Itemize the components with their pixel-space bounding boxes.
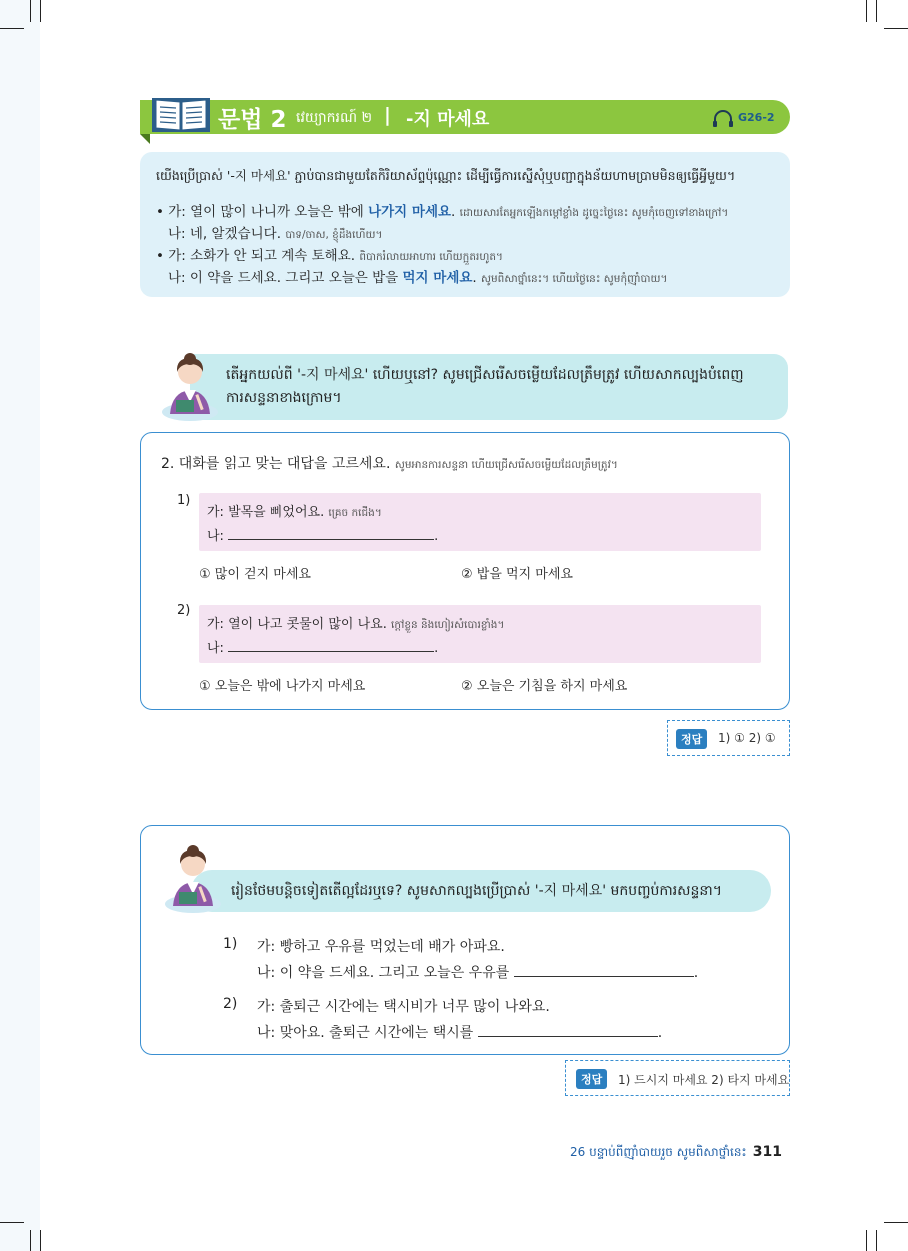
open-book-icon (150, 94, 212, 134)
answer-badge: 정답 (676, 729, 707, 749)
example-2-ga (156, 244, 503, 266)
crop-mark (876, 1230, 877, 1251)
dialogue-speaker: 나: (207, 641, 224, 656)
chapter-title: 26 បន្ទាប់ពីញ៉ាំបាយរួច សូមពិសាថ្នាំនេះ (570, 1145, 747, 1159)
crop-mark (40, 0, 41, 22)
answer-blank[interactable] (228, 639, 434, 652)
exercise-box (140, 432, 790, 710)
question-2-dialogue (199, 605, 761, 663)
prompt-1-line-2: ការសន្ទនាខាងក្រោម។ (226, 390, 342, 406)
question-2-option-1[interactable]: ① 오늘은 밖에 나가지 마세요 (199, 679, 366, 694)
answer-text: 1) ① 2) ① (718, 731, 776, 745)
example-translation: ដោយសារតែអ្នកឡើងកម្ដៅខ្លាំង ដូច្នេះថ្ងៃនេះ សូមកុំចេញទៅខាងក្រៅ។ (459, 207, 729, 219)
question-1-na (207, 525, 438, 544)
question-1-option-2[interactable]: ② 밥을 먹지 마세요 (461, 567, 573, 582)
dialogue-period: . (693, 965, 699, 981)
question-1-number: 1) (177, 493, 191, 508)
exercise-title-ko: 2. 대화를 읽고 맞는 대답을 고르세요. (161, 456, 391, 472)
explanation-intro: យើងប្រើប្រាស់ '-지 마세요' ភ្ជាប់បានជាមួយតែកិរិយាស័ព្ទប៉ុណ្ណោះ ដើម្បីធ្វើការស្នើសុំឬបញ្ជាក្នុងន័យហាមប្រាមមិនឲ្យធ្វើអ្វីមួយ។ (156, 168, 736, 183)
practice-box (140, 825, 790, 1055)
audio-track-code: G26-2 (738, 111, 775, 124)
exercise-title (161, 453, 618, 474)
prompt-2-text: រៀនថែមបន្តិចទៀតតើល្អដែរឬទេ? សូមសាកល្បងប្រើប្រាស់ '-지 마세요' មកបញ្ចប់ការសន្ទនា។ (231, 883, 722, 899)
answer-badge: 정답 (576, 1069, 607, 1089)
grammar-title: 문법 2 (218, 107, 287, 133)
grammar-pattern: -지 마세요 (406, 109, 490, 130)
dialogue-translation: គ្រេច កជើង។ (328, 507, 382, 519)
practice-1-ga: 가: 빵하고 우유를 먹었는데 배가 아파요. (257, 939, 505, 955)
dialogue-period: . (434, 529, 439, 544)
example-translation: បាទ/ចាស, ខ្ញុំដឹងហើយ។ (285, 229, 383, 241)
example-2-na (168, 266, 667, 288)
dialogue-period: . (657, 1025, 663, 1041)
crop-mark (884, 1222, 908, 1223)
dialogue-translation: ក្ដៅខ្លួន និងហៀរសំបោរខ្លាំង។ (391, 619, 505, 631)
teacher-character-icon (163, 842, 221, 914)
example-text: • 가: 열이 많이 나니까 오늘은 밖에 (156, 204, 369, 220)
prompt-1-line-1: តើអ្នកយល់ពី '-지 마세요' ហើយឬនៅ? សូមជ្រើសរើសចម្លើយដែលត្រឹមត្រូវ ហើយសាកល្បងបំពេញ (226, 367, 744, 383)
exercise-title-km: សូមអានការសន្ទនា ហើយជ្រើសរើសចម្លើយដែលត្រឹមត្រូវ។ (394, 459, 618, 471)
question-2-option-2[interactable]: ② 오늘은 기침을 하지 마세요 (461, 679, 628, 694)
example-text: • 가: 소화가 안 되고 계속 토해요. (156, 248, 356, 264)
crop-mark (40, 1230, 41, 1251)
example-translation: សូមពិសាថ្នាំនេះ។ ហើយថ្ងៃនេះ សូមកុំញ៉ាំបាយ។ (481, 273, 668, 285)
grammar-subtitle: វេយ្យាករណ៍ ២ (296, 110, 373, 126)
crop-mark (876, 0, 877, 22)
question-2-ga (207, 613, 504, 634)
headphones-icon[interactable] (712, 110, 734, 128)
explanation-box (140, 152, 790, 297)
dialogue-text: 나: 맞아요. 출퇴근 시간에는 택시를 (257, 1025, 474, 1041)
question-2-na (207, 637, 438, 656)
question-1-option-1[interactable]: ① 많이 걷지 마세요 (199, 567, 311, 582)
practice-1-number: 1) (223, 936, 238, 952)
question-1-dialogue (199, 493, 761, 551)
practice-2-ga: 가: 출퇴근 시간에는 택시비가 너무 많이 나와요. (257, 999, 550, 1015)
example-period: . (451, 204, 456, 220)
dialogue-text: 나: 이 약을 드세요. 그리고 오늘은 우유를 (257, 965, 510, 981)
answer-blank[interactable] (514, 964, 694, 977)
dialogue-speaker: 나: (207, 529, 224, 544)
example-period: . (472, 270, 477, 286)
answer-blank[interactable] (478, 1024, 658, 1037)
example-translation: ពិបាករំលាយអាហារ ហើយក្អួតរហូត។ (359, 251, 503, 263)
practice-2-number: 2) (223, 996, 238, 1012)
question-1-ga (207, 501, 382, 522)
teacher-character-icon (160, 350, 218, 422)
crop-mark (884, 28, 908, 29)
page-footer (570, 1144, 782, 1162)
example-1-na (168, 222, 382, 244)
example-text: 나: 이 약을 드세요. 그리고 오늘은 밥을 (168, 270, 403, 286)
dialogue-text: 가: 열이 나고 콧물이 많이 나요. (207, 617, 387, 632)
page-number: 311 (752, 1144, 782, 1160)
example-highlight: 나가지 마세요 (368, 204, 452, 220)
answer-key-box (565, 1060, 790, 1096)
crop-mark (866, 0, 867, 22)
dialogue-period: . (434, 641, 439, 656)
crop-mark (866, 1230, 867, 1251)
example-highlight: 먹지 마세요 (402, 270, 473, 286)
answer-key-box (667, 720, 790, 756)
practice-2-na (257, 1022, 662, 1042)
answer-text: 1) 드시지 마세요 2) 타지 마세요 (618, 1073, 790, 1087)
banner-fold (140, 134, 150, 144)
crop-mark (30, 1230, 31, 1251)
dialogue-text: 가: 발목을 삐었어요. (207, 505, 325, 520)
banner-separator: | (384, 104, 391, 126)
crop-mark (0, 28, 24, 29)
practice-1-na (257, 962, 698, 982)
crop-mark (0, 1222, 24, 1223)
page-margin-strip (0, 0, 40, 1251)
crop-mark (30, 0, 31, 22)
question-2-number: 2) (177, 603, 191, 618)
example-text: 나: 네, 알겠습니다. (168, 226, 282, 242)
example-1-ga (156, 200, 728, 222)
answer-blank[interactable] (228, 527, 434, 540)
